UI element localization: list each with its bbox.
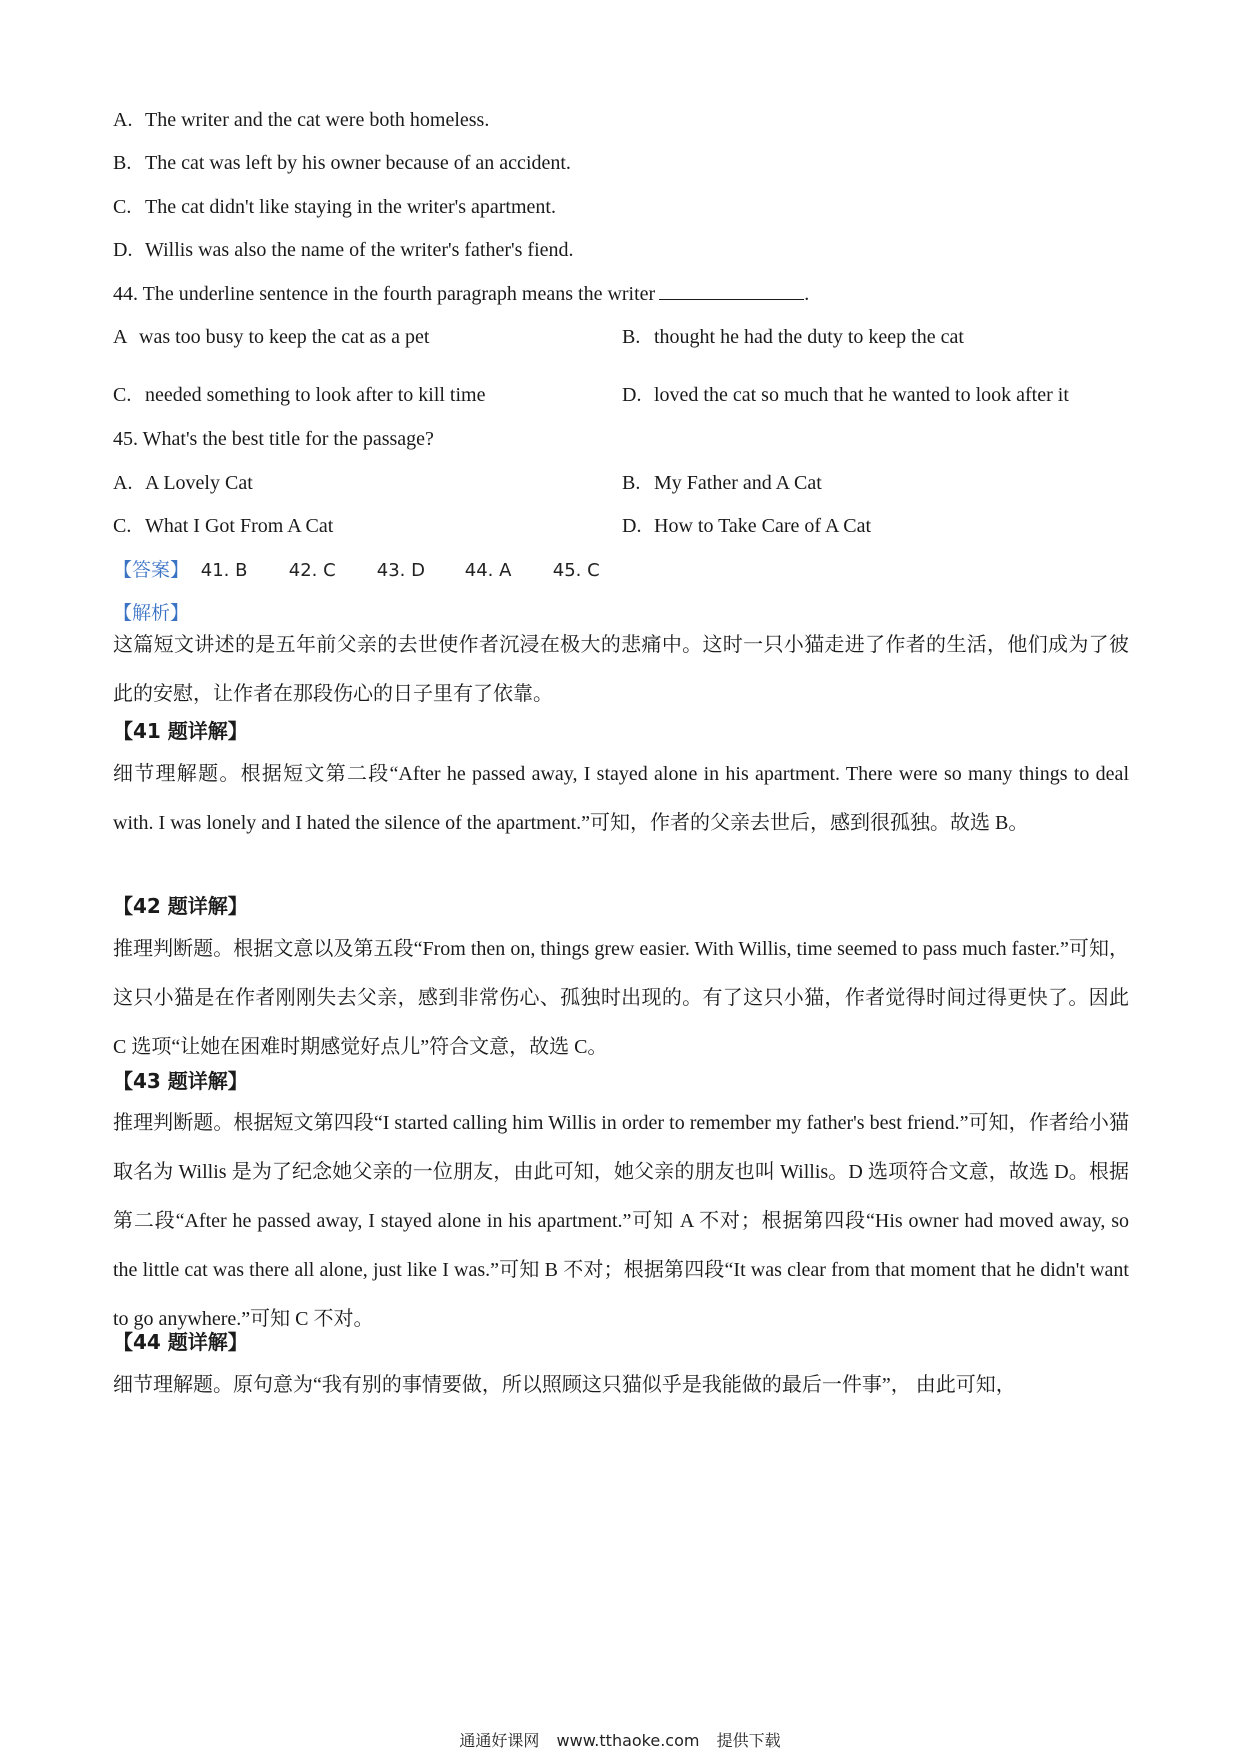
- footer-site-name: 通通好课网: [459, 1731, 540, 1750]
- answer-item: 42. C: [288, 560, 336, 581]
- question-text: 45. What's the best title for the passage?: [113, 428, 434, 450]
- q43-detail-heading: 【43 题详解】: [113, 1069, 248, 1093]
- q43-option-d: [113, 237, 574, 263]
- q45-option-c: [113, 513, 333, 539]
- option-letter: A: [113, 326, 128, 348]
- analysis-label: 【解析】: [113, 602, 190, 624]
- q45-option-a: [113, 470, 253, 496]
- q41-detail-heading: 【41 题详解】: [113, 719, 248, 743]
- q41-detail-text: 细节理解题。根据短文第二段“After he passed away, I stayed alone in his apartment. There were so many things to deal with. I was lonely and I hated the silence of the apartment.”可知，作者的父亲去世后，感到很孤独。故选 B。: [113, 763, 1129, 834]
- option-letter: D.: [622, 384, 642, 406]
- answer-item: 41. B: [200, 560, 248, 581]
- answer-item: 45. C: [552, 560, 600, 581]
- q45-option-b: [622, 470, 822, 496]
- footer-note: 提供下载: [716, 1731, 781, 1750]
- option-text: The cat was left by his owner because of an accident.: [145, 152, 571, 174]
- answer-line: [113, 557, 641, 584]
- analysis-summary: 这篇短文讲述的是五年前父亲的去世使作者沉浸在极大的悲痛中。这时一只小猫走进了作者的生活，他们成为了彼此的安慰，让作者在那段伤心的日子里有了依靠。: [113, 632, 1129, 705]
- q43-option-a: [113, 107, 489, 133]
- q44-option-c: [113, 382, 485, 408]
- q43-detail-text: 推理判断题。根据短文第四段“I started calling him Willis in order to remember my father's best friend.”可知，作者给小猫取名为 Willis 是为了纪念她父亲的一位朋友，由此可知，她父亲的朋友也叫 Willis。D 选项符合文意，故选 D。根据第二段“After he passed away, I stayed alone in his apartment.”可知 A 不对；根据第四段“His owner had moved away, so the little cat was there all alone, just like I was.”可知 B 不对；根据第四段“It was clear from that moment that he didn't want to go anywhere.”可知 C 不对。: [113, 1112, 1129, 1330]
- q44-detail-text: 细节理解题。原句意为“我有别的事情要做，所以照顾这只猫似乎是我能做的最后一件事”， 由此可知，: [113, 1374, 1016, 1396]
- option-letter: B.: [113, 152, 132, 174]
- q44-option-b: [622, 324, 964, 350]
- option-letter: B.: [622, 472, 641, 494]
- option-text: The writer and the cat were both homeless.: [145, 109, 490, 131]
- answer-item: 43. D: [376, 560, 425, 581]
- option-letter: C.: [113, 384, 132, 406]
- option-letter: C.: [113, 196, 132, 218]
- q42-detail-text: 推理判断题。根据文意以及第五段“From then on, things grew easier. With Willis, time seemed to pass much faster.”可知，这只小猫是在作者刚刚失去父亲，感到非常伤心、孤独时出现的。有了这只小猫，作者觉得时间过得更快了。因此 C 选项“让她在困难时期感觉好点儿”符合文意，故选 C。: [113, 938, 1129, 1058]
- footer-url[interactable]: www.tthaoke.com: [556, 1731, 700, 1750]
- answer-blank: [659, 281, 804, 300]
- q44-detail-heading: 【44 题详解】: [113, 1330, 248, 1354]
- q45-stem: [113, 426, 434, 452]
- q44-stem: [113, 281, 809, 307]
- answer-item: 44. A: [464, 560, 512, 581]
- question-text: 44. The underline sentence in the fourth paragraph means the writer: [113, 283, 656, 305]
- option-text: Willis was also the name of the writer's father's fiend.: [145, 239, 574, 261]
- q43-option-c: [113, 194, 556, 220]
- option-text: What I Got From A Cat: [145, 515, 334, 537]
- q44-option-a: [113, 324, 429, 350]
- option-letter: B.: [622, 326, 641, 348]
- option-letter: D.: [113, 239, 133, 261]
- page-footer: [0, 1728, 1240, 1751]
- q42-detail-heading: 【42 题详解】: [113, 894, 248, 918]
- option-text: How to Take Care of A Cat: [654, 515, 872, 537]
- option-letter: A.: [113, 472, 133, 494]
- option-text: loved the cat so much that he wanted to look after it: [654, 384, 1069, 406]
- option-text: A Lovely Cat: [145, 472, 253, 494]
- answer-label: 【答案】: [113, 559, 190, 581]
- option-letter: D.: [622, 515, 642, 537]
- option-text: The cat didn't like staying in the writer's apartment.: [145, 196, 556, 218]
- option-text: My Father and A Cat: [654, 472, 822, 494]
- option-letter: A.: [113, 109, 133, 131]
- option-text: thought he had the duty to keep the cat: [654, 326, 964, 348]
- option-text: was too busy to keep the cat as a pet: [139, 326, 430, 348]
- q45-option-d: [622, 513, 871, 539]
- q44-option-d: [622, 382, 1069, 408]
- question-end: .: [804, 283, 810, 305]
- option-text: needed something to look after to kill time: [145, 384, 486, 406]
- q43-option-b: [113, 150, 571, 176]
- option-letter: C.: [113, 515, 132, 537]
